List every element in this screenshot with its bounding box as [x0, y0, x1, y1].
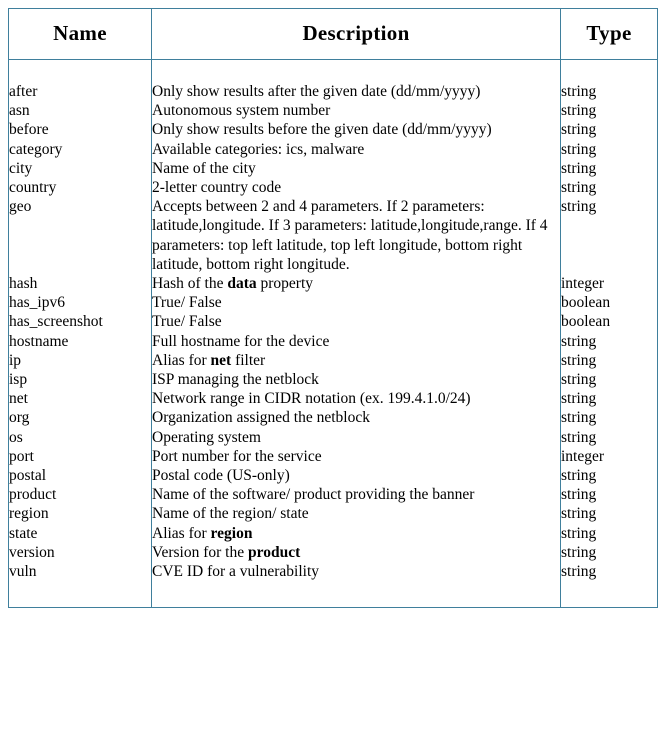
filter-name-cell: postal	[9, 466, 152, 485]
filter-description-cell: Version for the product	[152, 543, 561, 562]
table-body	[9, 60, 658, 608]
filter-type-cell: string	[561, 524, 658, 543]
filter-type-cell: boolean	[561, 312, 658, 331]
filter-type-cell: string	[561, 120, 658, 139]
filter-name-cell: version	[9, 543, 152, 562]
filter-description-cell: ISP managing the netblock	[152, 370, 561, 389]
filter-type-cell: string	[561, 408, 658, 427]
filter-description-cell: Autonomous system number	[152, 101, 561, 120]
column-header-type: Type	[561, 9, 658, 60]
filter-name-cell: port	[9, 447, 152, 466]
filter-description-cell: Alias for region	[152, 524, 561, 543]
spacer-cell	[561, 581, 658, 608]
filter-description-cell: Organization assigned the netblock	[152, 408, 561, 427]
filter-description-cell: Postal code (US-only)	[152, 466, 561, 485]
filter-type-cell: integer	[561, 447, 658, 466]
table-row	[9, 332, 658, 351]
table-row	[9, 159, 658, 178]
table-row	[9, 370, 658, 389]
spacer-cell	[561, 60, 658, 83]
spacer-cell	[152, 581, 561, 608]
filter-name-cell: has_screenshot	[9, 312, 152, 331]
filter-type-cell: string	[561, 197, 658, 274]
filter-name-cell: region	[9, 504, 152, 523]
table-row	[9, 389, 658, 408]
filter-description-cell: True/ False	[152, 312, 561, 331]
filter-description-cell: Only show results before the given date (dd/mm/yyyy)	[152, 120, 561, 139]
spacer-cell	[9, 60, 152, 83]
table-header-row	[9, 9, 658, 60]
filter-type-cell: string	[561, 504, 658, 523]
filter-name-cell: net	[9, 389, 152, 408]
table-row	[9, 274, 658, 293]
filter-name-cell: isp	[9, 370, 152, 389]
table-row	[9, 312, 658, 331]
filter-name-cell: hostname	[9, 332, 152, 351]
filter-name-cell: state	[9, 524, 152, 543]
filter-type-cell: string	[561, 159, 658, 178]
filter-name-cell: geo	[9, 197, 152, 274]
filter-name-cell: category	[9, 140, 152, 159]
table-row	[9, 293, 658, 312]
filter-type-cell: string	[561, 101, 658, 120]
table-row	[9, 543, 658, 562]
table-row	[9, 504, 658, 523]
filter-name-cell: asn	[9, 101, 152, 120]
table-top-spacer	[9, 60, 658, 83]
filter-name-cell: country	[9, 178, 152, 197]
filter-name-cell: os	[9, 428, 152, 447]
table-row	[9, 101, 658, 120]
filter-description-cell: True/ False	[152, 293, 561, 312]
filter-description-cell: Name of the region/ state	[152, 504, 561, 523]
table-bottom-spacer	[9, 581, 658, 608]
filter-description-cell: Name of the city	[152, 159, 561, 178]
search-filters-table	[8, 8, 658, 608]
table-row	[9, 351, 658, 370]
filter-name-cell: has_ipv6	[9, 293, 152, 312]
column-header-description: Description	[152, 9, 561, 60]
table-row	[9, 82, 658, 101]
filter-type-cell: string	[561, 389, 658, 408]
filter-description-cell: Network range in CIDR notation (ex. 199.4.1.0/24)	[152, 389, 561, 408]
filter-description-cell: Operating system	[152, 428, 561, 447]
filter-description-cell: 2-letter country code	[152, 178, 561, 197]
filter-type-cell: string	[561, 428, 658, 447]
filter-name-cell: city	[9, 159, 152, 178]
table-row	[9, 428, 658, 447]
filter-name-cell: hash	[9, 274, 152, 293]
filter-description-cell: Name of the software/ product providing the banner	[152, 485, 561, 504]
filter-description-cell: Full hostname for the device	[152, 332, 561, 351]
filter-type-cell: string	[561, 332, 658, 351]
filter-name-cell: before	[9, 120, 152, 139]
spacer-cell	[152, 60, 561, 83]
column-header-name: Name	[9, 9, 152, 60]
filter-type-cell: string	[561, 351, 658, 370]
spacer-cell	[9, 581, 152, 608]
table-row	[9, 447, 658, 466]
filter-type-cell: string	[561, 178, 658, 197]
filter-type-cell: string	[561, 562, 658, 581]
filter-description-cell: Alias for net filter	[152, 351, 561, 370]
table-row	[9, 562, 658, 581]
table-row	[9, 408, 658, 427]
table-row	[9, 524, 658, 543]
filter-description-cell: Only show results after the given date (dd/mm/yyyy)	[152, 82, 561, 101]
filter-type-cell: string	[561, 543, 658, 562]
filter-description-cell: Port number for the service	[152, 447, 561, 466]
filter-name-cell: org	[9, 408, 152, 427]
filter-type-cell: string	[561, 82, 658, 101]
filter-name-cell: vuln	[9, 562, 152, 581]
filter-name-cell: ip	[9, 351, 152, 370]
table-row	[9, 197, 658, 274]
filter-type-cell: boolean	[561, 293, 658, 312]
filter-description-cell: Accepts between 2 and 4 parameters. If 2 parameters: latitude,longitude. If 3 parameters: latitude,longitude,range. If 4 parameters: top left latitude, top left longitude, bottom right latitude, bottom right longitude.	[152, 197, 561, 274]
filter-description-cell: CVE ID for a vulnerability	[152, 562, 561, 581]
table-row	[9, 178, 658, 197]
table-row	[9, 140, 658, 159]
filter-type-cell: string	[561, 140, 658, 159]
table-header	[9, 9, 658, 60]
filter-type-cell: integer	[561, 274, 658, 293]
filter-name-cell: after	[9, 82, 152, 101]
filter-description-cell: Hash of the data property	[152, 274, 561, 293]
filter-type-cell: string	[561, 485, 658, 504]
table-row	[9, 485, 658, 504]
table-row	[9, 466, 658, 485]
filter-description-cell: Available categories: ics, malware	[152, 140, 561, 159]
filter-type-cell: string	[561, 466, 658, 485]
filter-name-cell: product	[9, 485, 152, 504]
filter-type-cell: string	[561, 370, 658, 389]
table-row	[9, 120, 658, 139]
